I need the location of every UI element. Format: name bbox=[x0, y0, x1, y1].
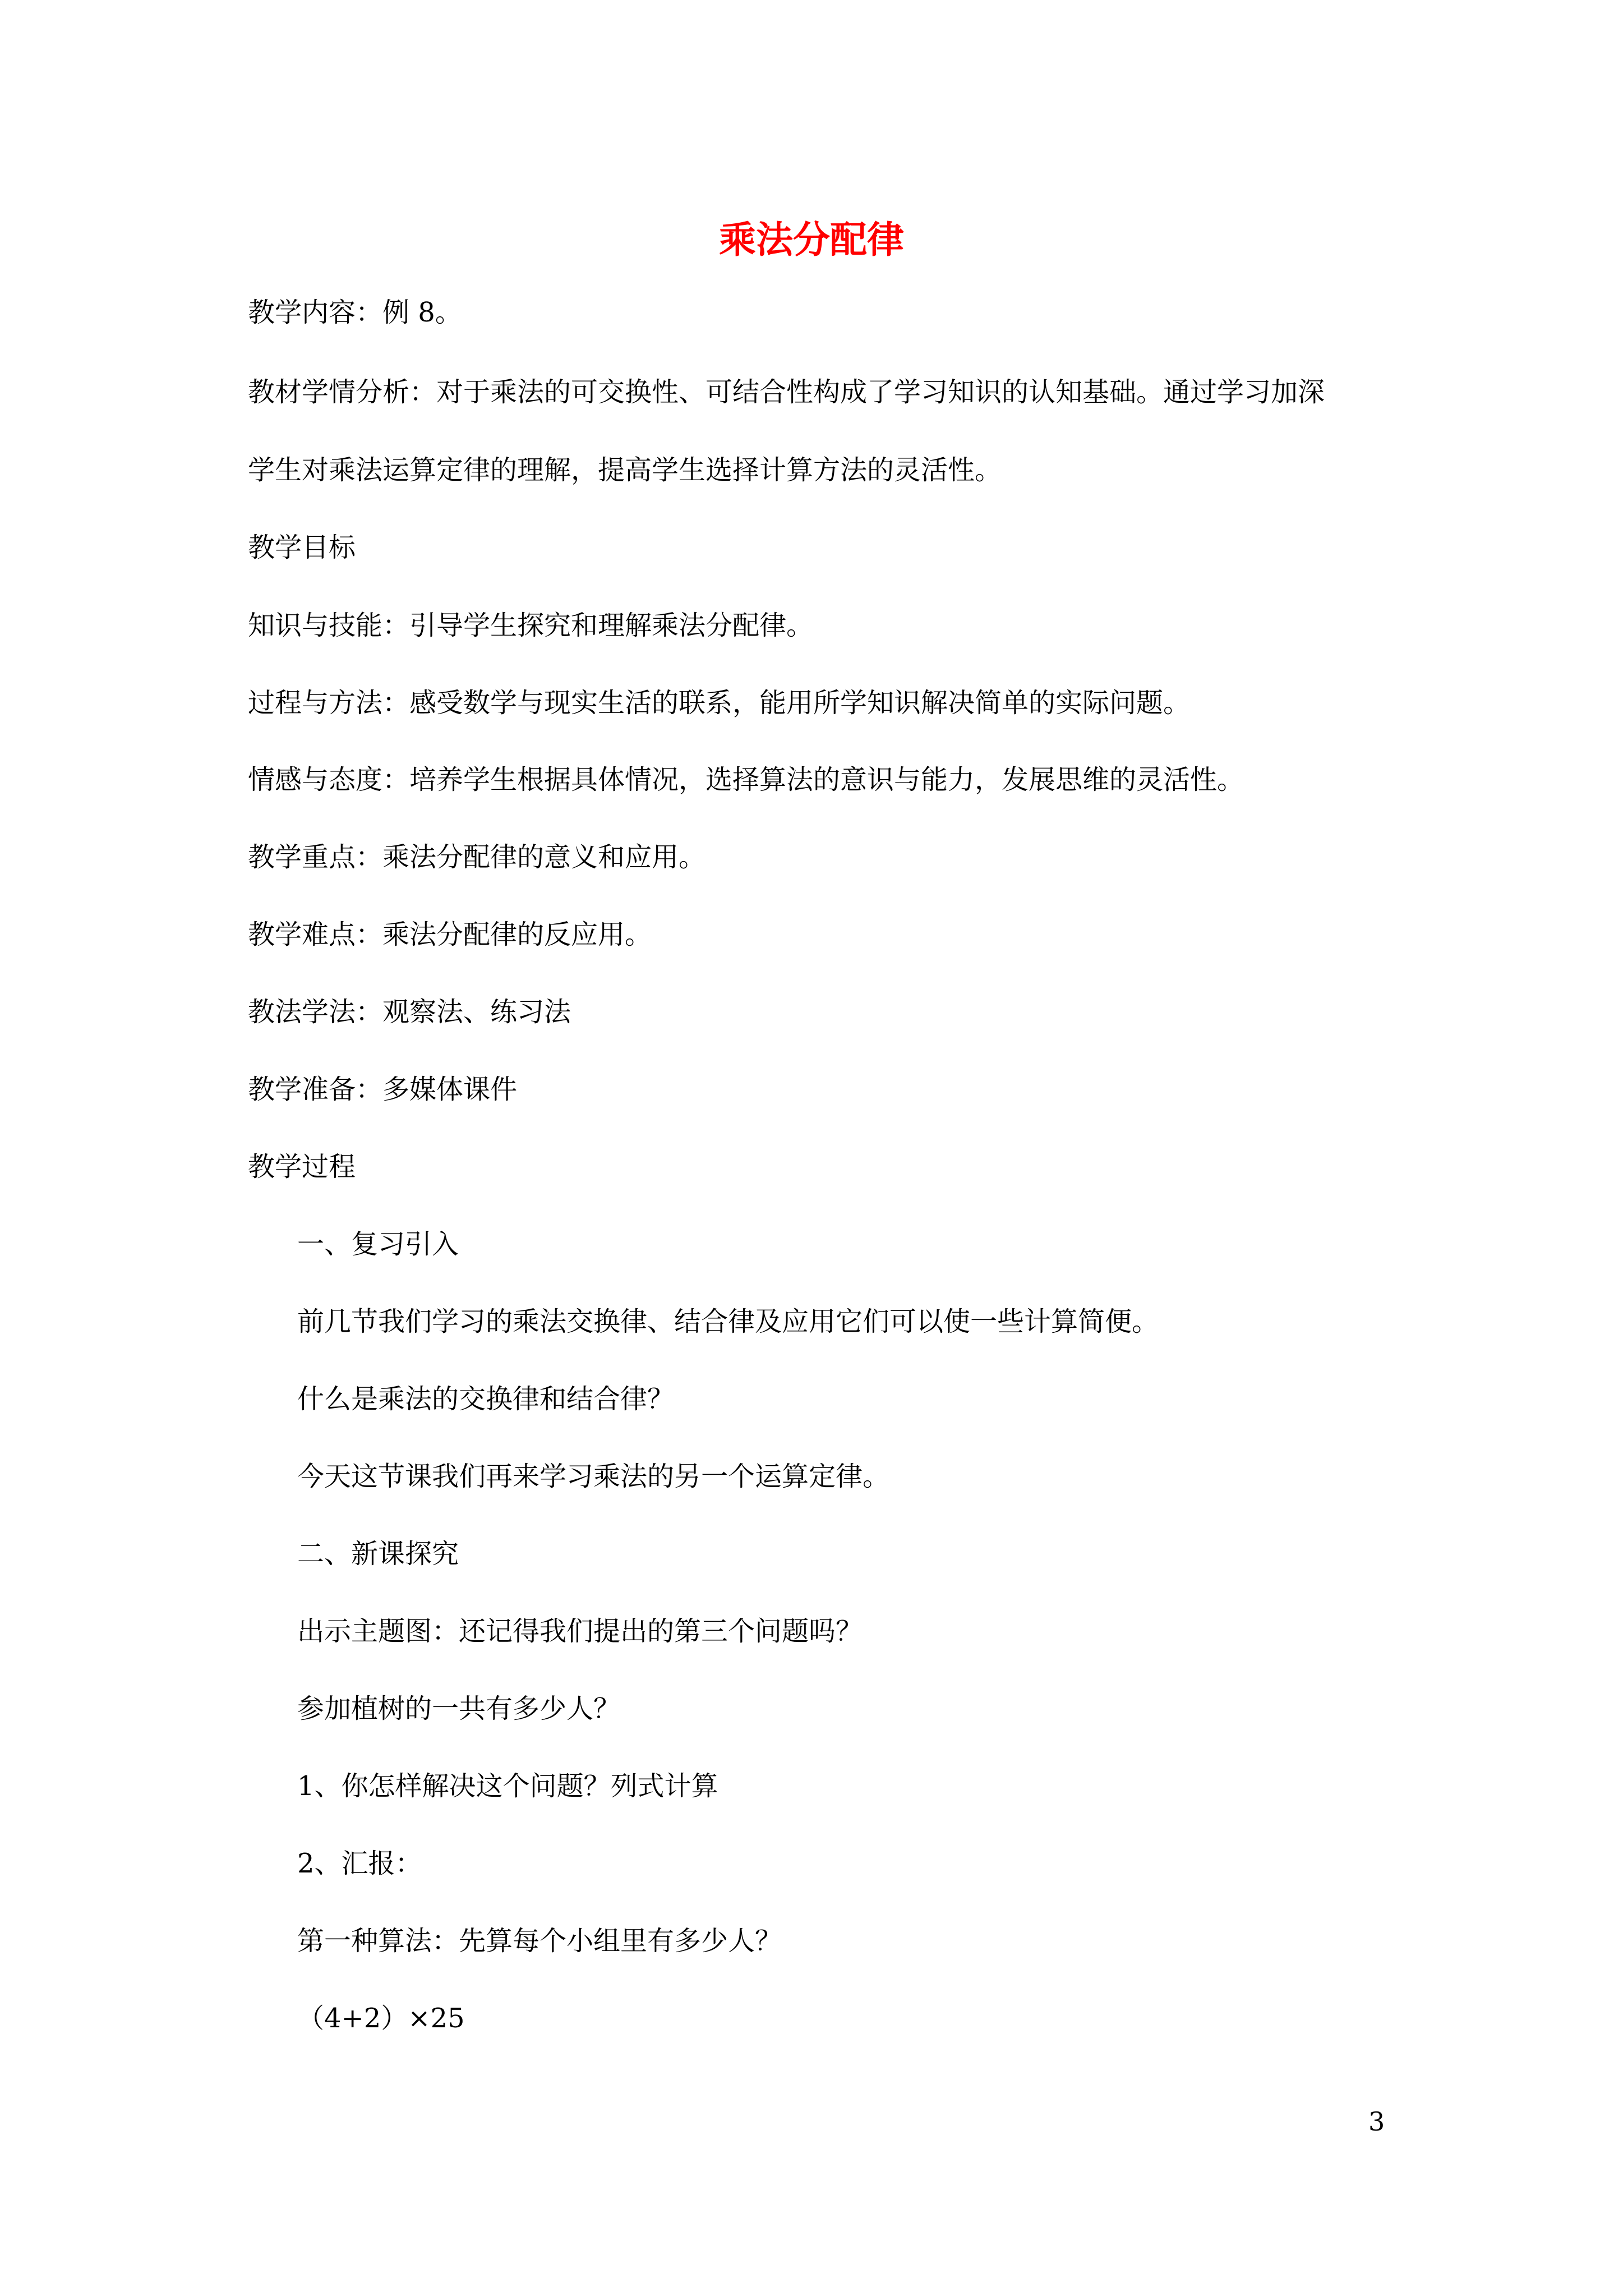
text-line-methods: 教法学法：观察法、练习法 bbox=[248, 996, 571, 1028]
text-line-process-heading: 教学过程 bbox=[248, 1151, 356, 1182]
text-line-first-method: 第一种算法：先算每个小组里有多少人？ bbox=[297, 1925, 782, 1957]
text-line-formula: （4+2）×25 bbox=[297, 2003, 465, 2034]
text-line-knowledge-skills: 知识与技能：引导学生探究和理解乘法分配律。 bbox=[248, 610, 814, 641]
text-line-difficult-point: 教学难点：乘法分配律的反应用。 bbox=[248, 919, 652, 950]
text-line-teaching-content: 教学内容：例 8。 bbox=[248, 297, 462, 328]
text-line-analysis: 教材学情分析：对于乘法的可交换性、可结合性构成了学习知识的认知基础。通过学习加深 bbox=[248, 376, 1325, 408]
text-line-today: 今天这节课我们再来学习乘法的另一个运算定律。 bbox=[297, 1461, 890, 1492]
text-line-process-method: 过程与方法：感受数学与现实生活的联系，能用所学知识解决简单的实际问题。 bbox=[248, 687, 1191, 719]
text-line-analysis-continued: 学生对乘法运算定律的理解，提高学生选择计算方法的灵活性。 bbox=[248, 454, 1002, 486]
text-line-key-point: 教学重点：乘法分配律的意义和应用。 bbox=[248, 841, 706, 873]
page-number: 3 bbox=[1368, 2106, 1385, 2137]
text-line-how-many: 参加植树的一共有多少人？ bbox=[297, 1693, 621, 1724]
text-line-question: 什么是乘法的交换律和结合律？ bbox=[297, 1383, 675, 1415]
text-line-step-one: 1、你怎样解决这个问题？列式计算 bbox=[297, 1770, 718, 1802]
text-line-section-one: 一、复习引入 bbox=[297, 1228, 459, 1260]
page-title: 乘法分配律 bbox=[719, 218, 904, 261]
text-line-goals-heading: 教学目标 bbox=[248, 532, 356, 563]
text-line-preparation: 教学准备：多媒体课件 bbox=[248, 1074, 518, 1105]
text-line-section-two: 二、新课探究 bbox=[297, 1538, 459, 1570]
text-line-review: 前几节我们学习的乘法交换律、结合律及应用它们可以使一些计算简便。 bbox=[297, 1306, 1159, 1337]
text-line-step-two: 2、汇报： bbox=[297, 1848, 422, 1879]
text-line-emotion-attitude: 情感与态度：培养学生根据具体情况，选择算法的意识与能力，发展思维的灵活性。 bbox=[248, 764, 1244, 795]
text-line-theme-picture: 出示主题图：还记得我们提出的第三个问题吗？ bbox=[297, 1616, 863, 1647]
